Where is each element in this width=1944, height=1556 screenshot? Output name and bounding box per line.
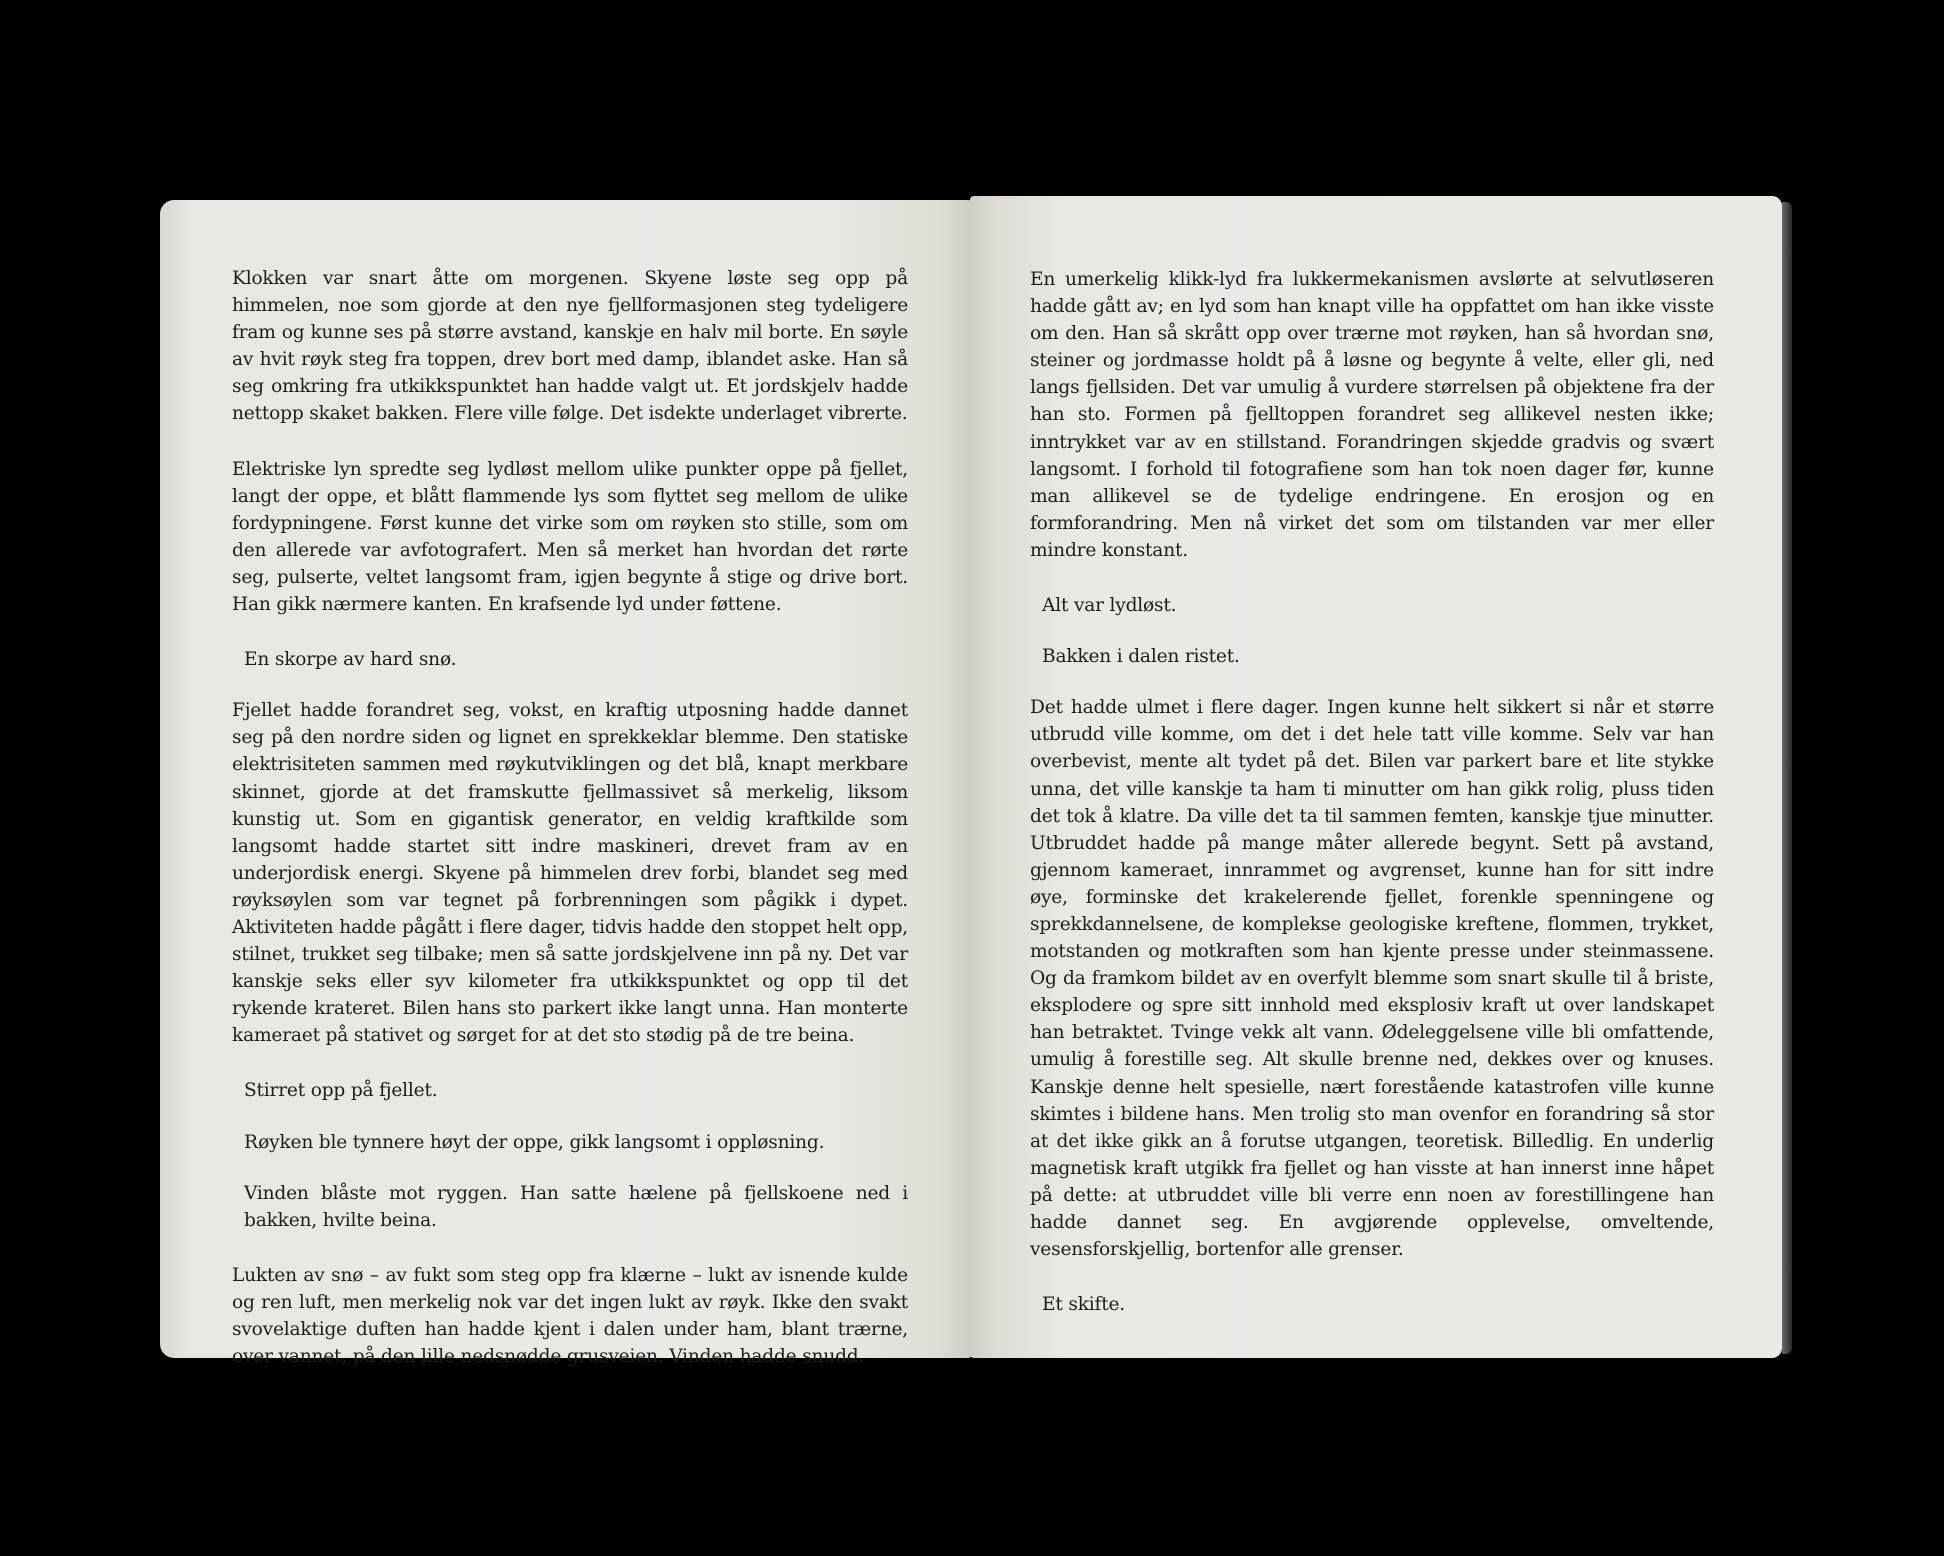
page-edge (1782, 202, 1792, 1354)
paragraph: Det hadde ulmet i flere dager. Ingen kunne helt sikkert si når et større utbrudd ville komme, om det i det hele tatt ville komme. Selv var han overbevist, mente alt tydet på det. Bilen var parkert bare et lite stykke unna, det ville kanskje ta ham ti minutter om han gikk rolig, pluss tiden det tok å klatre. Da ville det ta til sammen femten, kanskje tjue minutter. Utbruddet hadde på mange måter allerede begynt. Sett på avstand, gjennom kameraet, innrammet og avgrenset, kunne han for sitt indre øye, forminske det krakelerende fjellet, forenkle spenningene og sprekkdannelsene, de komplekse geologiske kreftene, flommen, trykket, motstanden og motkraften som han kjente presse under steinmassene. Og da framkom bildet av en overfylt blemme som snart skulle til å briste, eksplodere og spre sitt innhold med eksplosiv kraft ut over landskapet han betraktet. Tvinge vekk alt vann. Ødeleggelsene ville bli omfattende, umulig å forestille seg. Alt skulle brenne ned, dekkes over og knuses. Kanskje denne helt spesielle, nært forestående katastrofen ville kunne skimtes i bildene hans. Men trolig sto man ovenfor en forandring så stor at det ikke gikk an å forutse utgangen, teoretisk. Billedlig. En underlig magnetisk kraft utgikk fra fjellet og han visste at han innerst inne håpet på dette: at utbruddet ville bli verre enn noen av forestillingene han hadde dannet seg. En avgjørende opplevelse, omveltende, vesensforskjellig, bortenfor alle grenser. (1030, 697, 1714, 1261)
paragraph: Klokken var snart åtte om morgenen. Skyene løste seg opp på himmelen, noe som gjorde at den nye fjellformasjonen steg tydeligere fram og kunne ses på større avstand, kanskje en halv mil borte. En søyle av hvit røyk steg fra toppen, drev bort med damp, iblandet aske. Han så seg omkring fra utkikkspunktet han hadde valgt ut. Et jordskjelv hadde nettopp skaket bakken. Flere ville følge. Det isdekte underlaget vibrerte. (232, 268, 908, 425)
paragraph: Stirret opp på fjellet. (244, 1080, 438, 1102)
paragraph: Vinden blåste mot ryggen. Han satte hælene på fjellskoene ned i bakken, hvilte beina. (244, 1182, 908, 1231)
paragraph: Røyken ble tynnere høyt der oppe, gikk langsomt i oppløsning. (244, 1131, 825, 1153)
left-page-text (232, 265, 908, 1370)
right-page (970, 196, 1782, 1358)
paragraph: Fjellet hadde forandret seg, vokst, en kraftig utposning hadde dannet seg på den nordre siden og lignet en sprekkeklar blemme. Den statiske elektrisiteten sammen med røykutviklingen og det blå, knapt merkbare skinnet, gjorde at det framskutte fjellmassivet så merkelig, liksom kunstig ut. Som en gigantisk generator, en veldig kraftkilde som langsomt hadde startet sitt indre maskineri, drevet fram av en underjordisk energi. Skyene på himmelen drev forbi, blandet seg med røyksøylen som var tegnet på forbrenningen som pågikk i dypet. Aktiviteten hadde pågått i flere dager, tidvis hadde den stoppet helt opp, stilnet, trukket seg tilbake; men så satte jordskjelvene inn på ny. Det var kanskje seks eller syv kilometer fra utkikkspunktet og opp til det rykende krateret. Bilen hans sto parkert ikke langt unna. Han monterte kameraet på stativet og sørget for at det sto stødig på de tre beina. (232, 700, 908, 1047)
paragraph: Lukten av snø – av fukt som steg opp fra klærne – lukt av isnende kulde og ren luft, men merkelig nok var det ingen lukt av røyk. Ikke den svakt svovelaktige duften han hadde kjent i dalen under ham, blant trærne, over vannet, på den lille nedsnødde grusveien. Vinden hadde snudd. (232, 1264, 908, 1368)
right-page-text (1030, 266, 1714, 1318)
paragraph: Alt var lydløst. (1042, 595, 1177, 617)
paragraph: En umerkelig klikk-lyd fra lukkermekanismen avslørte at selvutløseren hadde gått av; en lyd som han knapt ville ha oppfattet om han ikke visste om den. Han så skrått opp over trærne mot røyken, han så hvordan snø, steiner og jordmasse holdt på å løsne og begynte å velte, eller gli, ned langs fjellsiden. Det var umulig å vurdere størrelsen på objektene fra der han sto. Formen på fjelltoppen forandret seg allikevel nesten ikke; inntrykket var av en stillstand. Forandringen skjedde gradvis og svært langsomt. I forhold til fotografiene som han tok noen dager før, kunne man allikevel se de tydelige endringene. En erosjon og en formforandring. Men nå virket det som om tilstanden var mer eller mindre konstant. (1030, 269, 1714, 561)
paragraph: Elektriske lyn spredte seg lydløst mellom ulike punkter oppe på fjellet, langt der oppe, et blått flammende lys som flyttet seg mellom de ulike fordypningene. Først kunne det virke som om røyken sto stille, som om den allerede var avfotografert. Men så merket han hvordan det rørte seg, pulserte, veltet langsomt fram, igjen begynte å stige og drive bort. Han gikk nærmere kanten. En krafsende lyd under føttene. (232, 458, 908, 616)
paragraph: Bakken i dalen ristet. (1042, 646, 1240, 668)
paragraph: Et skifte. (1042, 1294, 1125, 1316)
paragraph: En skorpe av hard snø. (244, 649, 457, 671)
left-page (160, 200, 972, 1368)
